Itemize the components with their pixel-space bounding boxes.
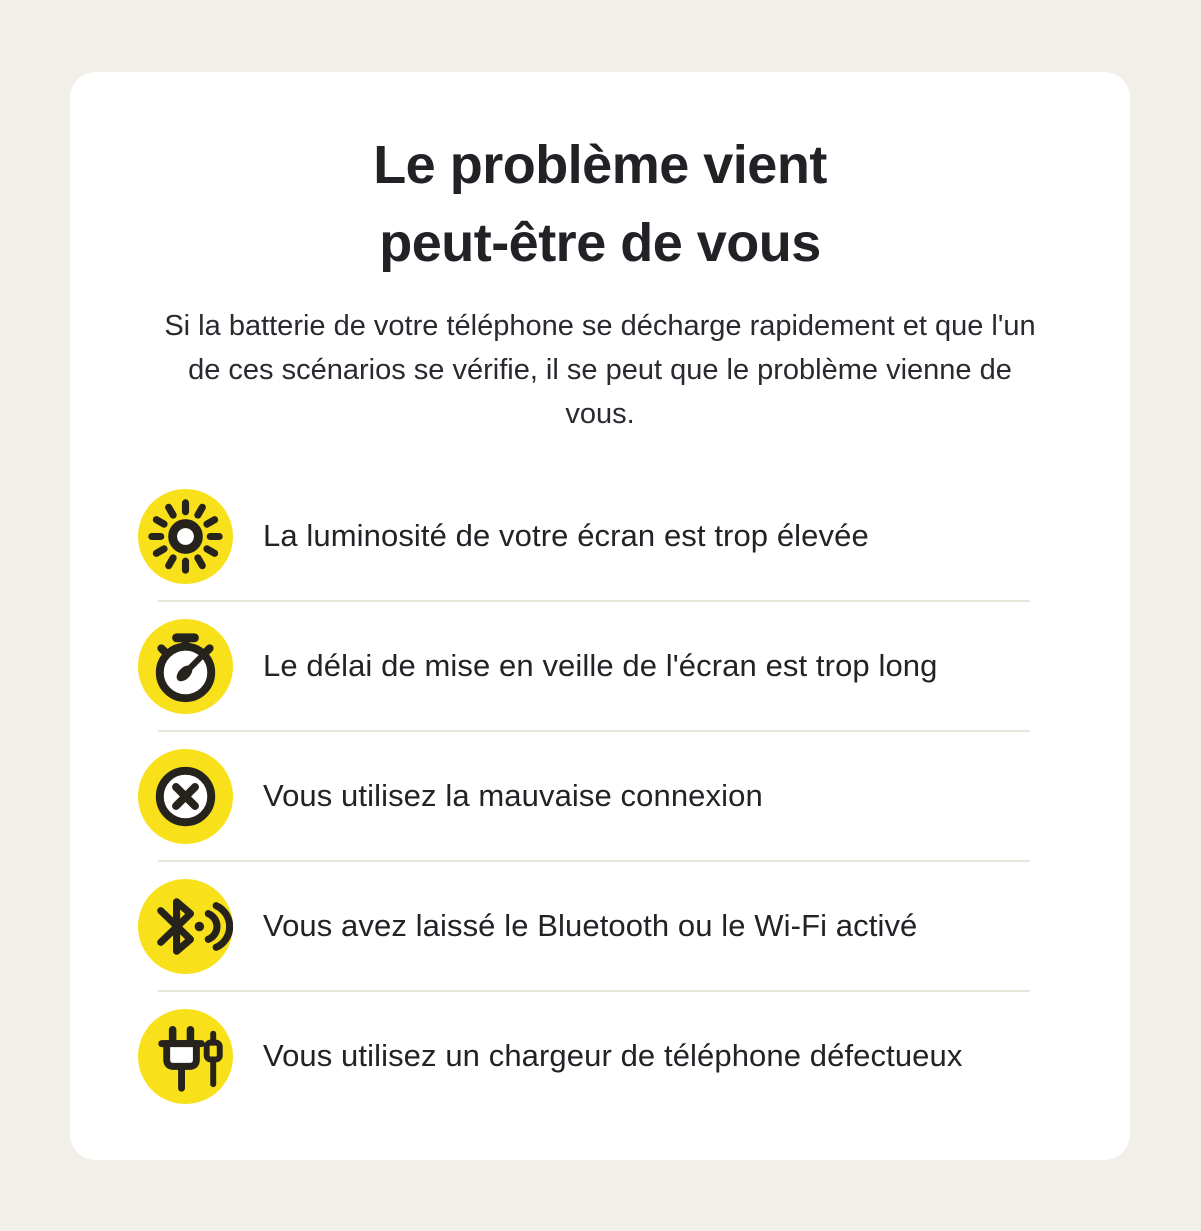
charger-plug-icon xyxy=(138,1009,233,1104)
brightness-icon xyxy=(138,489,233,584)
card xyxy=(70,72,1130,1160)
list-item-label: Vous avez laissé le Bluetooth ou le Wi-Fi activé xyxy=(263,908,918,943)
list-item-label: La luminosité de votre écran est trop élevée xyxy=(263,518,869,553)
bluetooth-signal-icon xyxy=(138,879,233,974)
list-item xyxy=(70,732,1130,860)
list-item xyxy=(70,472,1130,600)
page-title-line-1: Le problème vient xyxy=(373,135,827,195)
list-item xyxy=(70,992,1130,1120)
subtitle: Si la batterie de votre téléphone se décharge rapidement et que l'un de ces scénarios se vérifie, il se peut que le problème vienne de vous. xyxy=(164,310,1036,430)
list-item-label: Vous utilisez la mauvaise connexion xyxy=(263,778,763,813)
x-circle-icon xyxy=(138,749,233,844)
list-item-label: Le délai de mise en veille de l'écran est trop long xyxy=(263,648,938,683)
list-item xyxy=(70,602,1130,730)
page-title xyxy=(70,126,1130,282)
list-item xyxy=(70,862,1130,990)
page-title-line-2: peut-être de vous xyxy=(379,213,821,273)
stopwatch-icon xyxy=(138,619,233,714)
list-item-label: Vous utilisez un chargeur de téléphone défectueux xyxy=(263,1038,963,1073)
scenario-list xyxy=(70,472,1130,1120)
